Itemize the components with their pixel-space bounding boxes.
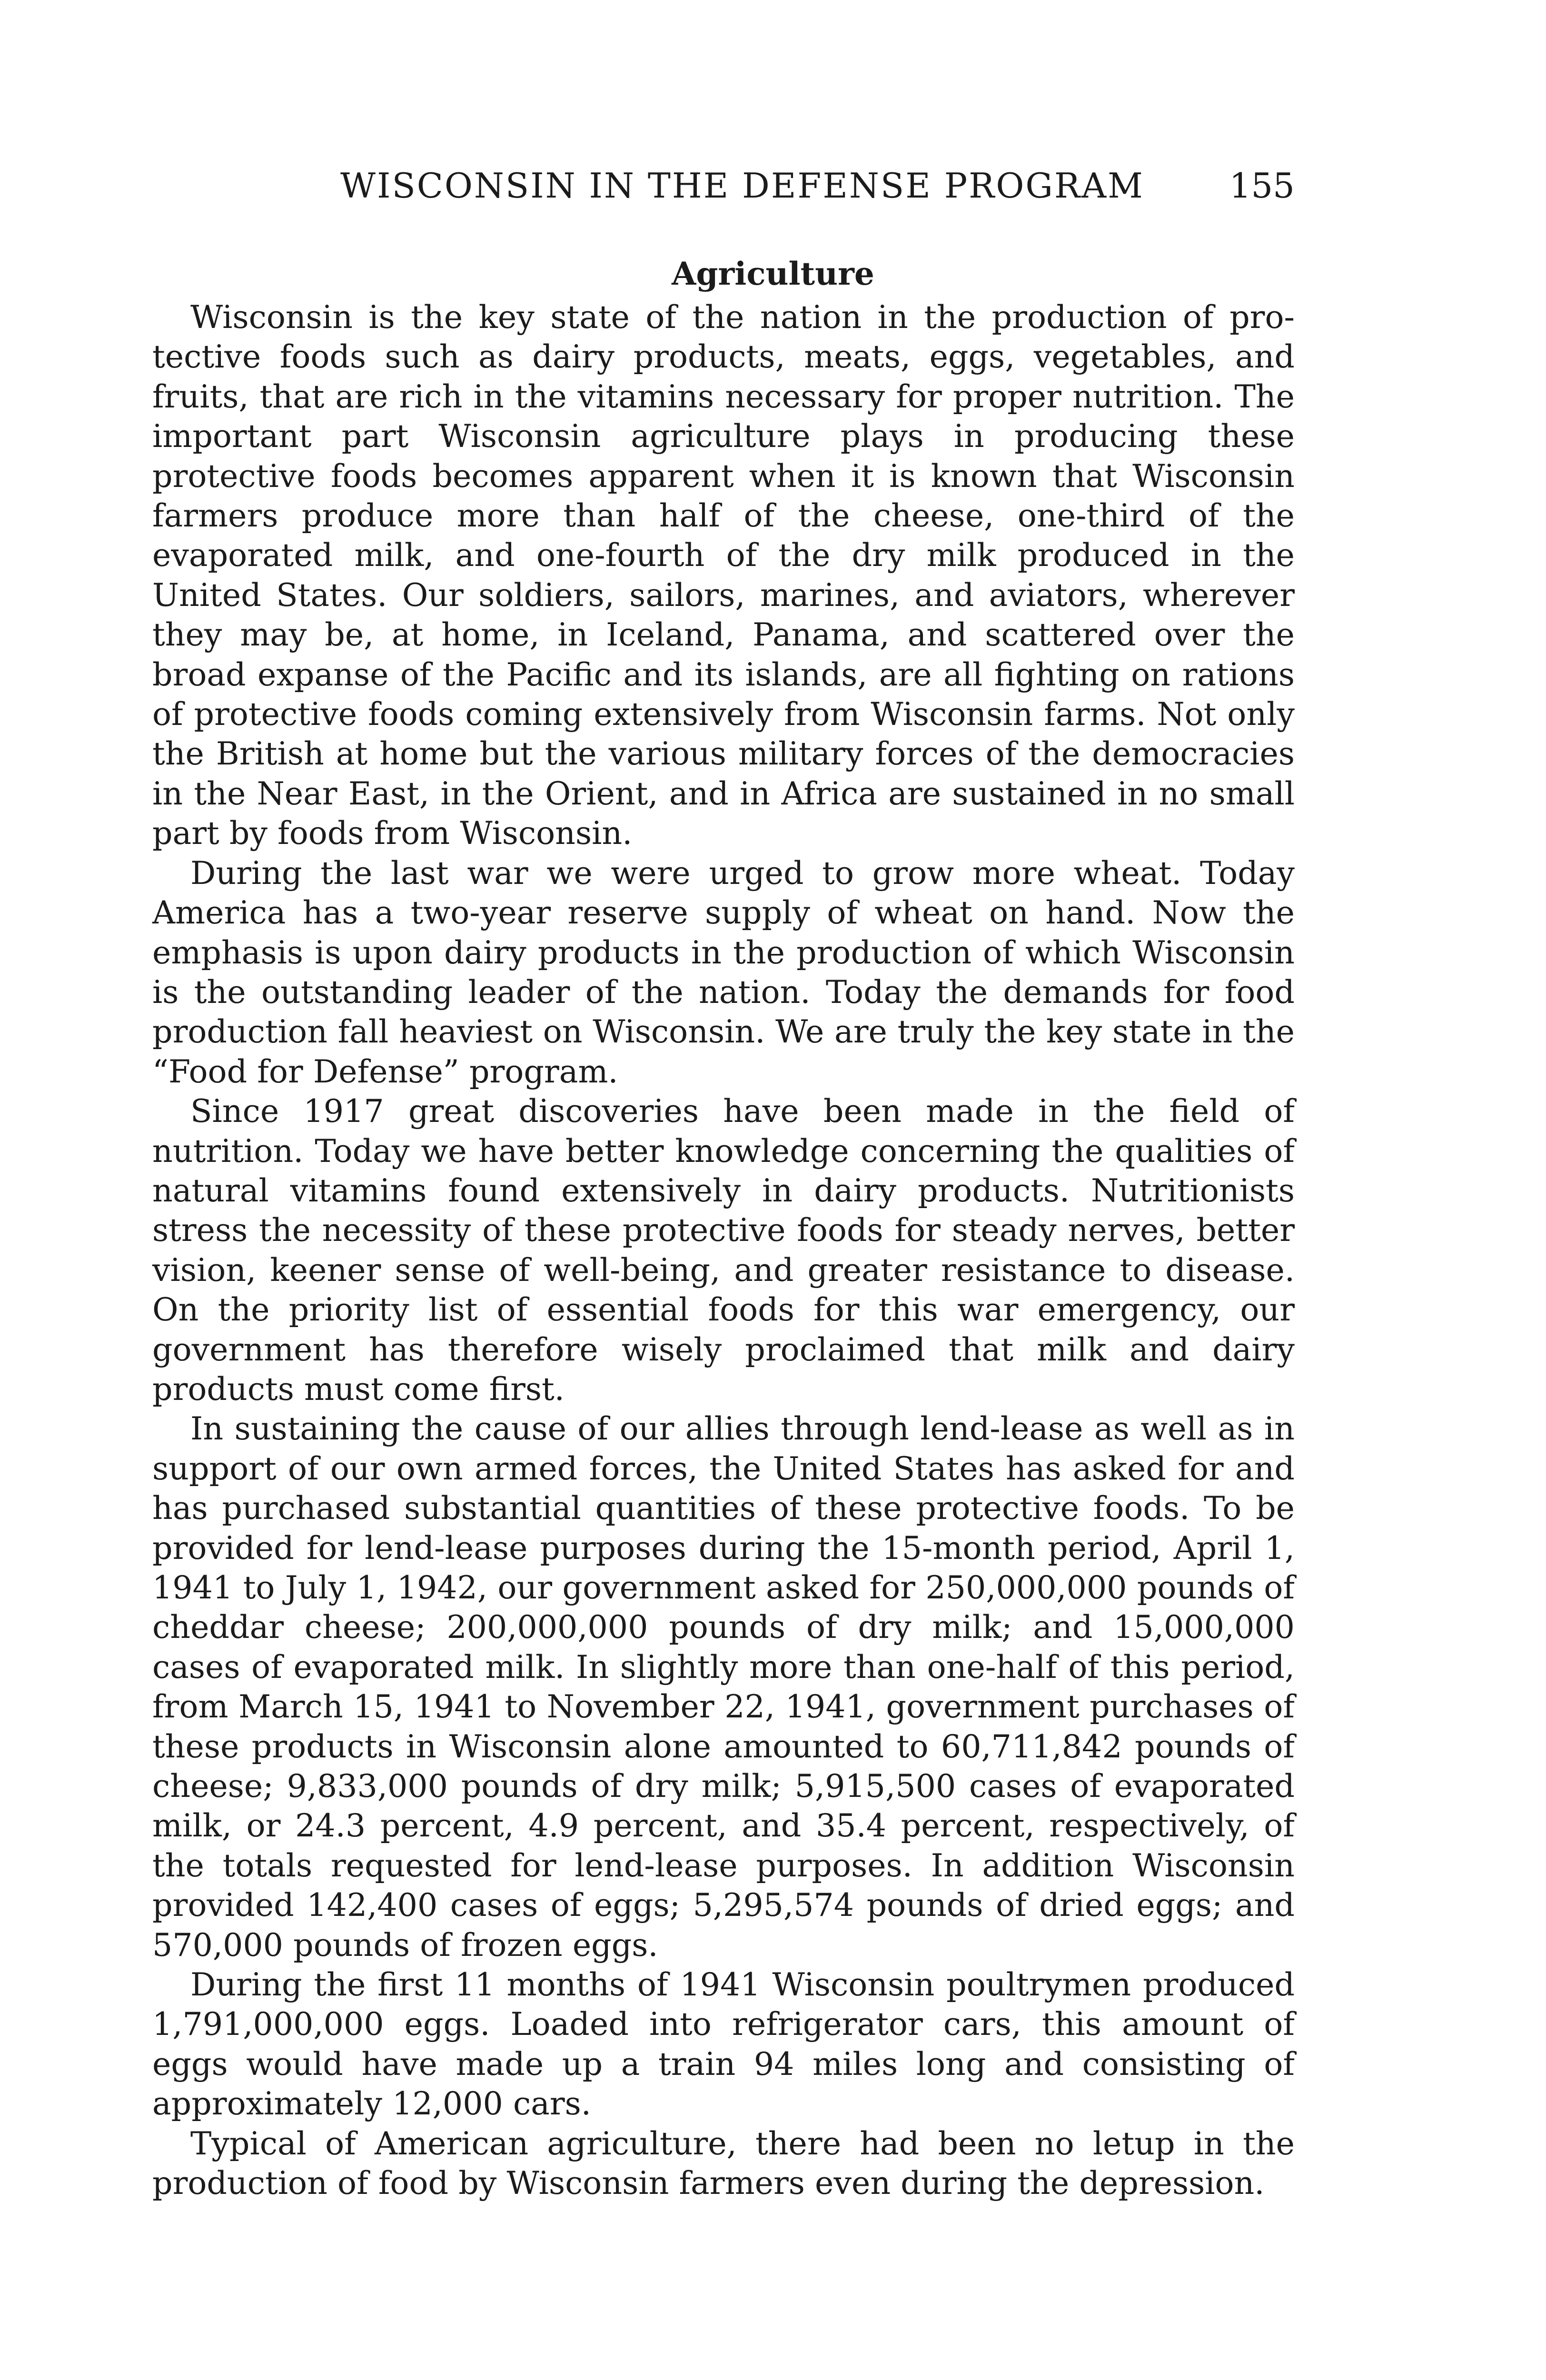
paragraph: Since 1917 great discoveries have been made in the field of nutrition. Today we have better knowledge concerning the qualities of natural vitamins found extensively in dairy products. Nutritionists stress the necessity of these protective foods for steady nerves, better vision, keener sense of well-being, and greater resistance to disease. On the priority list of essential foods for this war emergency, our government has therefore wisely proclaimed that milk and dairy products must come first. [152,1092,1295,1408]
paragraph: Typical of American agriculture, there had been no letup in the production of food by Wisconsin farmers even during the depression. [152,2124,1295,2202]
section-heading: Agriculture [672,255,874,292]
body-text [152,298,1295,2203]
paragraph: Wisconsin is the key state of the nation in the production of protective foods such as dairy products, meats, eggs, vegetables, and fruits, that are rich in the vitamins necessary for proper nutrition. The important part Wisconsin agriculture plays in producing these protective foods becomes apparent when it is known that Wisconsin farmers produce more than half of the cheese, one-third of the evaporated milk, and one-fourth of the dry milk produced in the United States. Our soldiers, sailors, marines, and aviators, wherever they may be, at home, in Iceland, Panama, and scattered over the broad expanse of the Pacific and its islands, are all fighting on rations of protective foods coming extensively from Wisconsin farms. Not only the British at home but the various military forces of the democracies in the Near East, in the Orient, and in Africa are sustained in no small part by foods from Wisconsin. [152,298,1295,852]
running-title: WISCONSIN IN THE DEFENSE PROGRAM [340,166,1144,206]
page-number: 155 [1229,166,1295,206]
paragraph: During the first 11 months of 1941 Wisconsin poultrymen produced 1,791,000,000 eggs. Loaded into refrigerator cars, this amount of eggs would have made up a train 94 miles long and consisting of approximately 12,000 cars. [152,1966,1295,2122]
running-head [152,159,1295,212]
paragraph: In sustaining the cause of our allies through lend-lease as well as in support of our own armed forces, the United States has asked for and has purchased substantial quantities of these protective foods. To be provided for lend-lease purposes during the 15-month period, April 1, 1941 to July 1, 1942, our government asked for 250,000,000 pounds of cheddar cheese; 200,000,000 pounds of dry milk; and 15,000,000 cases of evaporated milk. In slightly more than one-half of this period, from March 15, 1941 to November 22, 1941, government purchases of these products in Wisconsin alone amounted to 60,711,842 pounds of cheese; 9,833,000 pounds of dry milk; 5,915,500 cases of evaporated milk, or 24.3 percent, 4.9 percent, and 35.4 percent, respectively, of the totals requested for lend-lease purposes. In addition Wisconsin provided 142,400 cases of eggs; 5,295,574 pounds of dried eggs; and 570,000 pounds of frozen eggs. [152,1410,1295,1964]
paragraph: During the last war we were urged to grow more wheat. Today America has a two-year reserve supply of wheat on hand. Now the emphasis is upon dairy products in the production of which Wisconsin is the outstanding leader of the nation. Today the demands for food production fall heaviest on Wisconsin. We are truly the key state in the “Food for Defense” program. [152,854,1295,1090]
